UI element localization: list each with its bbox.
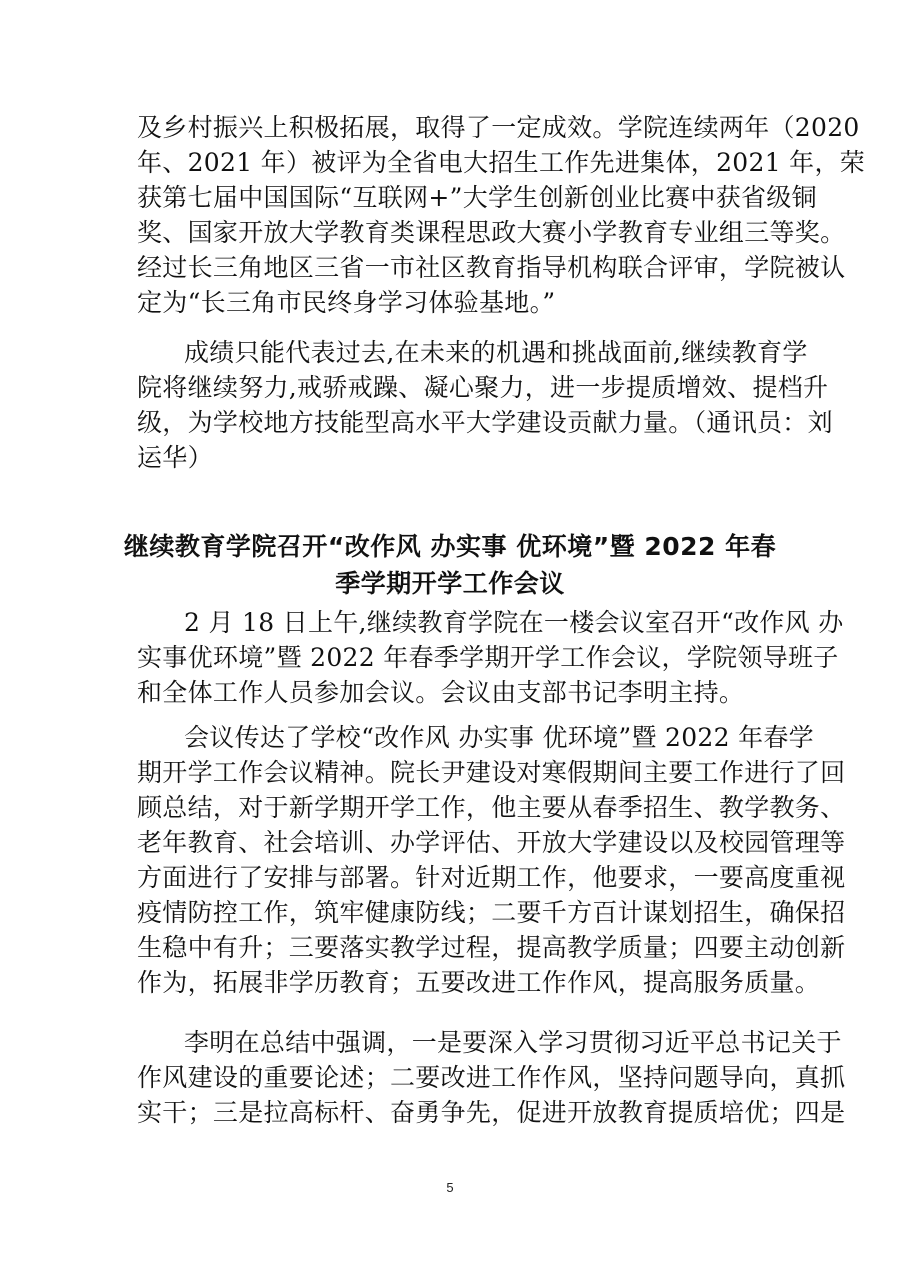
text-line: 2 月 18 日上午,继续教育学院在一楼会议室召开“改作风 办 xyxy=(184,608,844,637)
text-line: 实干；三是拉高标杆、奋勇争先，促进开放教育提质培优；四是 xyxy=(137,1098,846,1127)
text-line: 级，为学校地方技能型高水平大学建设贡献力量。（通讯员：刘 xyxy=(137,408,833,437)
text-line: 定为“长三角市民终身学习体验基地。” xyxy=(137,288,556,317)
text-line: 获第七届中国国际“互联网+”大学生创新创业比赛中获省级铜 xyxy=(137,183,817,212)
text-line: 年、2021 年）被评为全省电大招生工作先进集体，2021 年，荣 xyxy=(137,148,866,177)
page-number: 5 xyxy=(446,1180,454,1195)
text-line: 实事优环境”暨 2022 年春季学期开学工作会议，学院领导班子 xyxy=(137,643,839,672)
title-line: 继续教育学院召开“改作风 办实事 优环境”暨 2022 年春 xyxy=(123,532,777,561)
text-line: 疫情防控工作，筑牢健康防线；二要千方百计谋划招生，确保招 xyxy=(137,898,846,927)
text-line: 生稳中有升；三要落实教学过程，提高教学质量；四要主动创新 xyxy=(137,933,846,962)
text-line: 及乡村振兴上积极拓展，取得了一定成效。学院连续两年（2020 xyxy=(137,113,860,142)
text-line: 方面进行了安排与部署。针对近期工作，他要求，一要高度重视 xyxy=(137,863,846,892)
text-line: 作风建设的重要论述；二要改进工作作风，坚持问题导向，真抓 xyxy=(137,1063,846,1092)
text-line: 会议传达了学校“改作风 办实事 优环境”暨 2022 年春学 xyxy=(184,723,814,752)
text-line: 成绩只能代表过去,在未来的机遇和挑战面前,继续教育学 xyxy=(184,338,808,367)
text-line: 运华） xyxy=(137,443,213,472)
text-line: 顾总结，对于新学期开学工作，他主要从春季招生、教学教务、 xyxy=(137,793,846,822)
text-line: 作为，拓展非学历教育；五要改进工作作风，提高服务质量。 xyxy=(137,968,821,997)
text-line: 奖、国家开放大学教育类课程思政大赛小学教育专业组三等奖。 xyxy=(137,218,846,247)
text-line: 经过长三角地区三省一市社区教育指导机构联合评审，学院被认 xyxy=(137,253,846,282)
text-line: 期开学工作会议精神。院长尹建设对寒假期间主要工作进行了回 xyxy=(137,758,846,787)
text-line: 和全体工作人员参加会议。会议由支部书记李明主持。 xyxy=(137,678,745,707)
title-line: 季学期开学工作会议 xyxy=(335,569,565,598)
text-line: 老年教育、社会培训、办学评估、开放大学建设以及校园管理等 xyxy=(137,828,846,857)
text-line: 院将继续努力,戒骄戒躁、凝心聚力，进一步提质增效、提档升 xyxy=(137,373,829,402)
text-line: 李明在总结中强调，一是要深入学习贯彻习近平总书记关于 xyxy=(184,1028,842,1057)
